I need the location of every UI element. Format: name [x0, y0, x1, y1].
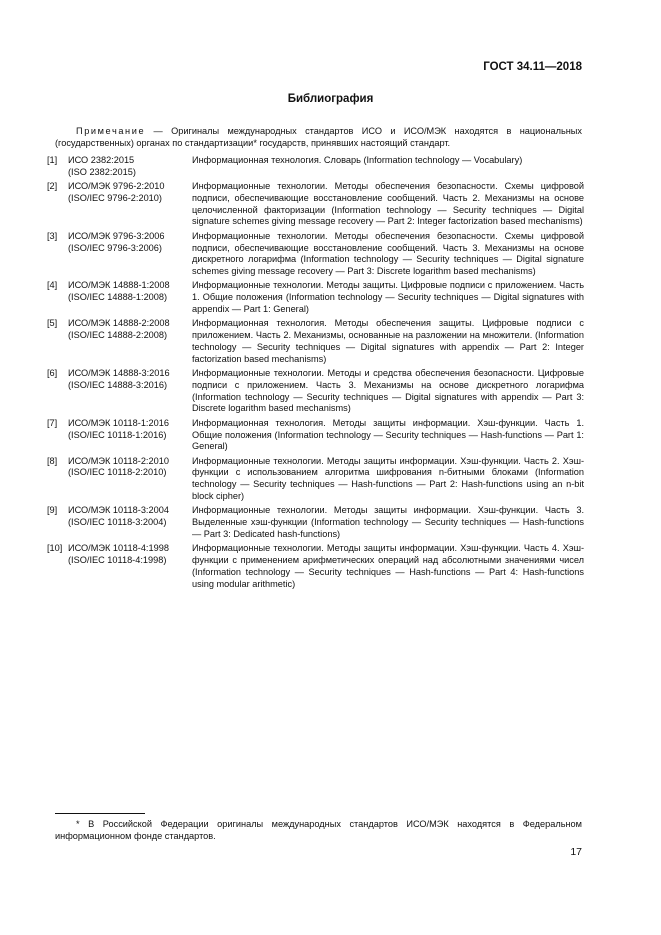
- reference-code: [68, 231, 192, 278]
- note-text: — Оригиналы международных стандартов ИСО и ИСО/МЭК находятся в национальных (государственных) органах по стандартизации* государств, принявших настоящий стандарт.: [55, 126, 582, 149]
- reference-number: [6]: [47, 368, 58, 379]
- bibliography-list: [47, 155, 584, 593]
- reference-code: [68, 280, 192, 315]
- reference-code: [68, 418, 192, 453]
- reference-code-en: (ISO/IEC 14888-1:2008): [68, 292, 168, 303]
- reference-code-ru: ИСО/МЭК 14888-3:2016: [68, 368, 170, 379]
- reference-code-en: (ISO/IEC 10118-1:2016): [68, 429, 167, 440]
- document-code: ГОСТ 34.11—2018: [483, 61, 582, 73]
- reference-number: [4]: [47, 280, 58, 291]
- reference-item: [47, 368, 584, 415]
- reference-code-en: (ISO 2382:2015): [68, 166, 136, 177]
- reference-code-ru: ИСО 2382:2015: [68, 155, 135, 165]
- reference-code-ru: ИСО/МЭК 10118-2:2010: [68, 455, 169, 466]
- reference-code: [68, 318, 192, 365]
- reference-item: [47, 418, 584, 453]
- reference-number: [2]: [47, 181, 58, 192]
- reference-description: Информационные технологии. Методы обеспечения безопасности. Схемы цифровой подписи, обеспечивающие восстановление сообщений. Часть 2. Механизмы на основе целочисленной факторизации (Information technology — Security techniques — Digital signature schemes giving message recovery — Part 2: Integer factorization based mechanisms): [192, 181, 584, 227]
- reference-number: [5]: [47, 318, 58, 329]
- reference-code-en: (ISO/IEC 10118-3:2004): [68, 517, 167, 528]
- reference-item: [47, 155, 584, 179]
- reference-item: [47, 280, 584, 315]
- reference-code-ru: ИСО/МЭК 14888-2:2008: [68, 318, 170, 329]
- reference-code-ru: ИСО/МЭК 14888-1:2008: [68, 280, 170, 291]
- reference-item: [47, 456, 584, 503]
- reference-description: Информационные технологии. Методы защиты информации. Хэш-функции. Часть 2. Хэш-функции с использованием алгоритма шифрования n-битными блоками (Information technology — Security techniques — Hash-functions — Part 2: Hash-functions using an n-bit block cipher): [192, 455, 584, 502]
- reference-code-en: (ISO/IEC 10118-2:2010): [68, 467, 167, 478]
- reference-description: Информационная технология. Словарь (Information technology — Vocabulary): [192, 155, 523, 165]
- reference-code-ru: ИСО/МЭК 10118-4:1998: [68, 543, 169, 554]
- reference-number: [10]: [47, 543, 63, 554]
- reference-number: [9]: [47, 505, 58, 516]
- reference-description: Информационная технология. Методы защиты информации. Хэш-функции. Часть 1. Общие положения (Information technology — Security techniques — Hash-functions — Part 1: General): [192, 417, 584, 452]
- note-label: Примечание: [76, 126, 146, 136]
- reference-number: [7]: [47, 417, 58, 428]
- page-title: Библиография: [287, 93, 374, 105]
- reference-code-en: (ISO/IEC 10118-4:1998): [68, 555, 167, 565]
- reference-code-ru: ИСО/МЭК 9796-2:2010: [68, 181, 165, 192]
- reference-code-en: (ISO/IEC 9796-2:2010): [68, 192, 162, 203]
- reference-description: Информационные технологии. Методы защиты. Цифровые подписи с приложением. Часть 1. Общие положения (Information technology — Security techniques — Digital signatures with appendix — Part 1: General): [192, 280, 584, 315]
- reference-description: Информационная технология. Методы обеспечения защиты. Цифровые подписи с приложением. Часть 2. Механизмы, основанные на разложении на множители. (Information technology — Security techniques — Digital signatures with appendix — Part 2: Integer factorization based mechanisms): [192, 318, 584, 364]
- reference-code: [68, 155, 192, 179]
- reference-number: [3]: [47, 230, 58, 241]
- footnote: * В Российской Федерации оригиналы международных стандартов ИСО/МЭК находятся в Федеральном информационном фонде стандартов.: [55, 819, 582, 841]
- reference-number: [1]: [47, 155, 58, 165]
- note: [55, 125, 582, 150]
- reference-item: [47, 543, 584, 590]
- reference-code: [68, 505, 192, 540]
- reference-item: [47, 505, 584, 540]
- reference-code: [68, 543, 192, 590]
- reference-item: [47, 231, 584, 278]
- reference-code-en: (ISO/IEC 14888-2:2008): [68, 330, 168, 341]
- reference-code-ru: ИСО/МЭК 9796-3:2006: [68, 230, 165, 241]
- reference-code-ru: ИСО/МЭК 10118-3:2004: [68, 505, 169, 516]
- reference-description: Информационные технологии. Методы и средства обеспечения безопасности. Цифровые подписи с приложением. Часть 3. Механизмы на основе дискретного логарифма (Information technology — Security techniques — Digital signatures with appendix — Part 3: Discrete logarithm based mechanisms): [192, 368, 584, 414]
- reference-item: [47, 318, 584, 365]
- reference-code: [68, 181, 192, 228]
- page-number: 17: [570, 846, 582, 858]
- reference-code-ru: ИСО/МЭК 10118-1:2016: [68, 417, 169, 428]
- reference-description: Информационные технологии. Методы обеспечения безопасности. Схемы цифровой подписи, обеспечивающие восстановление сообщений. Часть 3. Механизмы на основе дискретного логарифма (Information technology — Security techniques — Digital signature schemes giving message recovery — Part 3: Discrete logarithm based mechanisms): [192, 230, 584, 277]
- reference-description: Информационные технологии. Методы защиты информации. Хэш-функции. Часть 4. Хэш-функции с применением арифметических операций над абсолютными значениями чисел (Information technology — Security techniques — Hash-functions — Part 4: Hash-functions using modular arithmetic): [192, 543, 584, 589]
- reference-number: [8]: [47, 455, 58, 466]
- reference-code-en: (ISO/IEC 9796-3:2006): [68, 242, 162, 253]
- reference-code: [68, 368, 192, 415]
- reference-code-en: (ISO/IEC 14888-3:2016): [68, 379, 168, 390]
- footnote-divider: [55, 813, 145, 814]
- reference-item: [47, 181, 584, 228]
- reference-code: [68, 456, 192, 503]
- reference-description: Информационные технологии. Методы защиты информации. Хэш-функции. Часть 3. Выделенные хэш-функции (Information technology — Security techniques — Hash-functions — Part 3: Dedicated hash-functions): [192, 505, 584, 539]
